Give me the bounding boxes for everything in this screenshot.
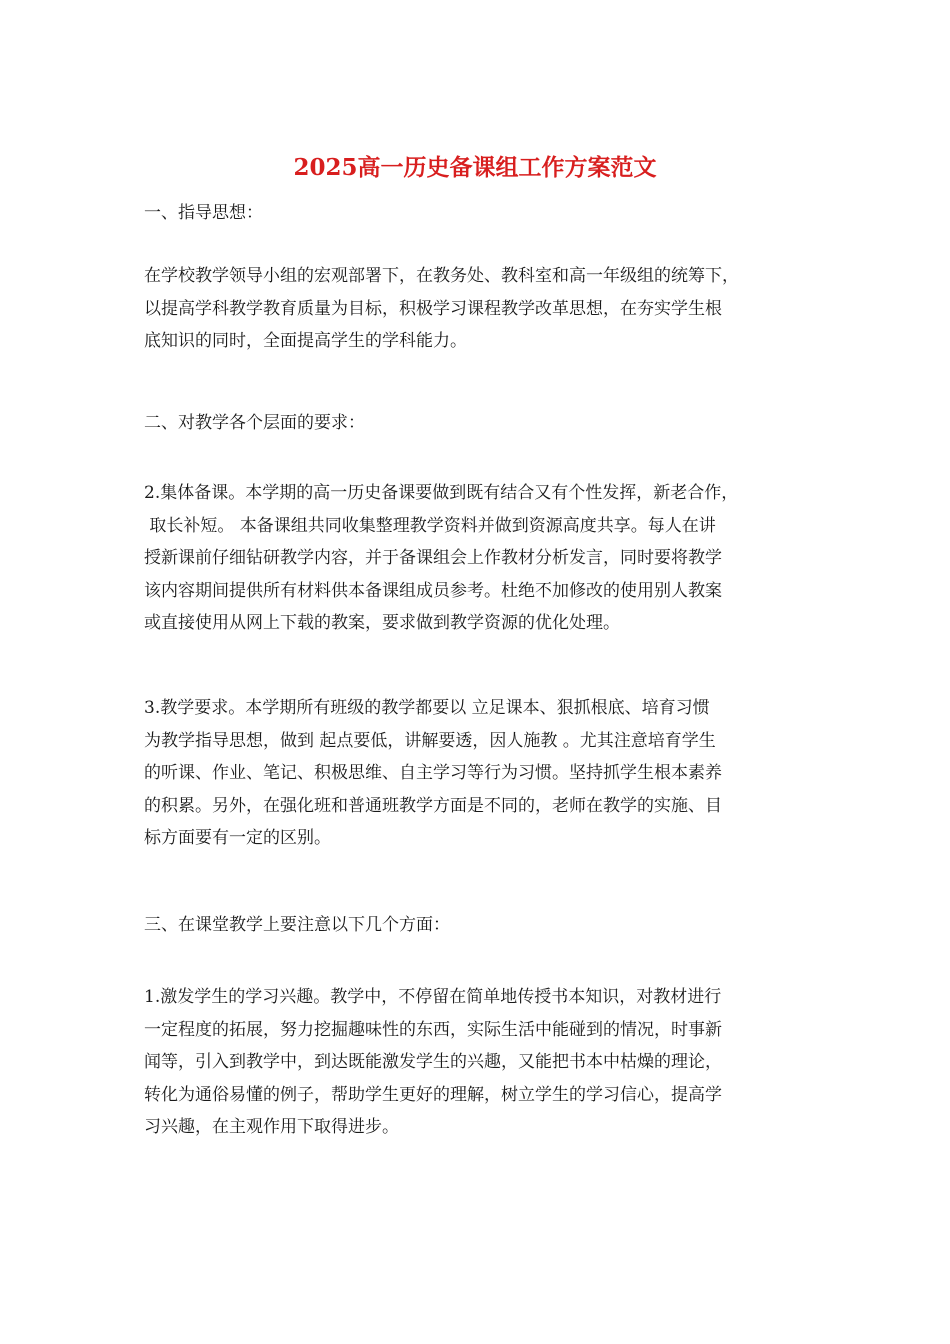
paragraph-line: 转化为通俗易懂的例子，帮助学生更好的理解，树立学生的学习信心，提高学 bbox=[144, 1084, 722, 1105]
paragraph-stimulate-interest bbox=[144, 981, 814, 1144]
paragraph-line: 的积累。另外，在强化班和普通班教学方面是不同的，老师在教学的实施、目 bbox=[144, 795, 722, 816]
paragraph-line: 为教学指导思想，做到 起点要低，讲解要透，因人施教 。尤其注意培育学生 bbox=[144, 730, 716, 751]
paragraph-line: 2.集体备课。本学期的高一历史备课要做到既有结合又有个性发挥，新老合作， bbox=[144, 483, 739, 503]
paragraph-line: 授新课前仔细钻研教学内容，并于备课组会上作教材分析发言，同时要将教学 bbox=[144, 548, 722, 568]
paragraph-collective-preparation bbox=[144, 477, 814, 640]
section-heading-guiding-ideology bbox=[144, 197, 814, 230]
paragraph-line: 闻等，引入到教学中，到达既能激发学生的兴趣，又能把书本中枯燥的理论， bbox=[144, 1052, 722, 1072]
paragraph-line: 以提高学科教学教育质量为目标，积极学习课程教学改革思想，在夯实学生根 bbox=[144, 298, 722, 319]
paragraph-teaching-requirements bbox=[144, 692, 814, 855]
paragraph-line: 或直接使用从网上下载的教案，要求做到教学资源的优化处理。 bbox=[144, 613, 620, 633]
paragraph-line: 1.激发学生的学习兴趣。教学中，不停留在简单地传授书本知识，对教材进行 bbox=[144, 987, 722, 1007]
paragraph-line: 的听课、作业、笔记、积极思维、自主学习等行为习惯。坚持抓学生根本素养 bbox=[144, 763, 722, 783]
heading-text: 一、指导思想： bbox=[144, 203, 263, 223]
paragraph-line: 习兴趣，在主观作用下取得进步。 bbox=[144, 1117, 399, 1137]
paragraph-line: 底知识的同时，全面提高学生的学科能力。 bbox=[144, 331, 467, 351]
paragraph-line: 在学校教学领导小组的宏观部署下，在教务处、教科室和高一年级组的统筹下， bbox=[144, 266, 739, 286]
paragraph-line: 该内容期间提供所有材料供本备课组成员参考。杜绝不加修改的使用别人教案 bbox=[144, 580, 722, 601]
section-heading-classroom bbox=[144, 909, 814, 942]
paragraph-line: 标方面要有一定的区别。 bbox=[144, 828, 331, 848]
document-title: 2025高一历史备课组工作方案范文 bbox=[293, 154, 657, 181]
heading-text: 二、对教学各个层面的要求： bbox=[144, 413, 365, 433]
paragraph-guiding-ideology bbox=[144, 260, 814, 358]
section-heading-requirements bbox=[144, 407, 814, 440]
paragraph-line: 3.教学要求。本学期所有班级的教学都要以 立足课本、狠抓根底、培育习惯 bbox=[144, 698, 710, 718]
paragraph-line: 一定程度的拓展，努力挖掘趣味性的东西，实际生活中能碰到的情况，时事新 bbox=[144, 1019, 722, 1040]
paragraph-line: 取长补短。 本备课组共同收集整理教学资料并做到资源高度共享。每人在讲 bbox=[144, 515, 716, 536]
heading-text: 三、在课堂教学上要注意以下几个方面： bbox=[144, 915, 450, 935]
